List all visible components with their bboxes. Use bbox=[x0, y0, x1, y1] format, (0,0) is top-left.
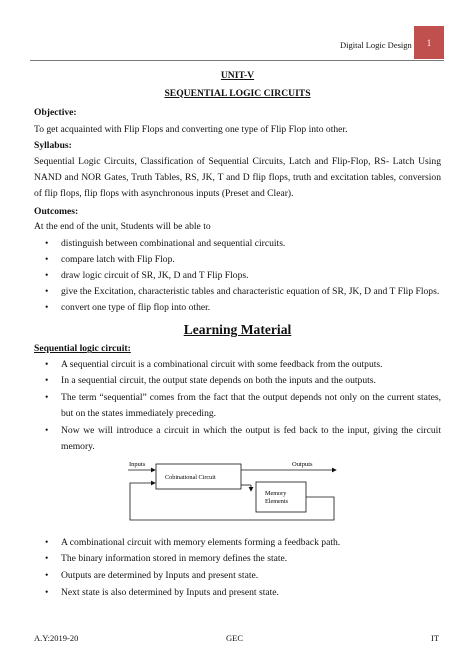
outcomes-heading: Outcomes: bbox=[34, 205, 79, 217]
combinational-circuit-label: Cobinational Circuit bbox=[165, 473, 216, 481]
state-point: • Outputs are determined by Inputs and present state. bbox=[34, 568, 441, 585]
outputs-label: Outputs bbox=[292, 460, 313, 468]
outcomes-intro: At the end of the unit, Students will be able to bbox=[34, 221, 211, 233]
sequential-point: • A sequential circuit is a combinational circuit with some feedback from the outputs. bbox=[34, 357, 441, 373]
unit-title: SEQUENTIAL LOGIC CIRCUITS bbox=[164, 87, 311, 99]
footer-academic-year: A.Y:2019-20 bbox=[34, 633, 79, 643]
header-divider bbox=[30, 60, 444, 61]
outcome-item: • compare latch with Flip Flop. bbox=[34, 252, 441, 268]
memory-elements-box bbox=[256, 482, 306, 512]
state-points-list bbox=[34, 535, 441, 602]
page-number: 1 bbox=[426, 37, 432, 48]
footer-department: IT bbox=[431, 633, 440, 643]
state-point: • A combinational circuit with memory elements forming a feedback path. bbox=[34, 535, 441, 552]
memory-elements-label: Memory bbox=[265, 489, 287, 497]
learning-material-heading: Learning Material bbox=[183, 322, 292, 338]
sequential-circuit-diagram bbox=[34, 460, 441, 529]
page-header-title: Digital Logic Design bbox=[340, 40, 412, 50]
syllabus-heading: Syllabus: bbox=[34, 140, 72, 152]
outcome-item: • give the Excitation, characteristic tables and characteristic equation of SR, JK, D and T Flip Flops. bbox=[34, 284, 441, 300]
outcome-item: • convert one type of flip flop into other. bbox=[34, 300, 441, 316]
syllabus-text: Sequential Logic Circuits, Classification of Sequential Circuits, Latch and Flip-Flop, RS- Latch Using NAND and NOR Gates, Truth Tables, RS, JK, T and D flip flops, truth and excitation tables, conversion of flip flops, flip flops with asynchronous inputs (Preset and Clear). bbox=[34, 155, 441, 199]
unit-number: UNIT-V bbox=[220, 70, 255, 81]
objective-text: To get acquainted with Flip Flops and converting one type of Flip Flop into other. bbox=[34, 123, 348, 135]
outcome-item: • draw logic circuit of SR, JK, D and T Flip Flops. bbox=[34, 268, 441, 284]
state-point: • The binary information stored in memory defines the state. bbox=[34, 551, 441, 568]
footer-college: GEC bbox=[226, 633, 243, 643]
outcomes-list bbox=[34, 236, 441, 316]
sequential-logic-heading: Sequential logic circuit: bbox=[34, 343, 131, 355]
page-number-badge bbox=[414, 26, 444, 59]
memory-elements-label: Elements bbox=[265, 497, 289, 505]
sequential-point: • In a sequential circuit, the output state depends on both the inputs and the outputs. bbox=[34, 373, 441, 389]
sequential-point: • Now we will introduce a circuit in which the output is fed back to the input, giving the circuit memory. bbox=[34, 423, 441, 454]
state-point: • Next state is also determined by Inputs and present state. bbox=[34, 585, 441, 602]
outcome-item: • distinguish between combinational and sequential circuits. bbox=[34, 236, 441, 252]
sequential-point: • The term “sequential” comes from the fact that the output depends not only on the current states, but on the states immediately preceding. bbox=[34, 390, 441, 421]
sequential-logic-list bbox=[34, 357, 441, 455]
document-body bbox=[34, 68, 441, 602]
inputs-label: Inputs bbox=[129, 460, 146, 468]
objective-heading: Objective: bbox=[34, 107, 77, 119]
